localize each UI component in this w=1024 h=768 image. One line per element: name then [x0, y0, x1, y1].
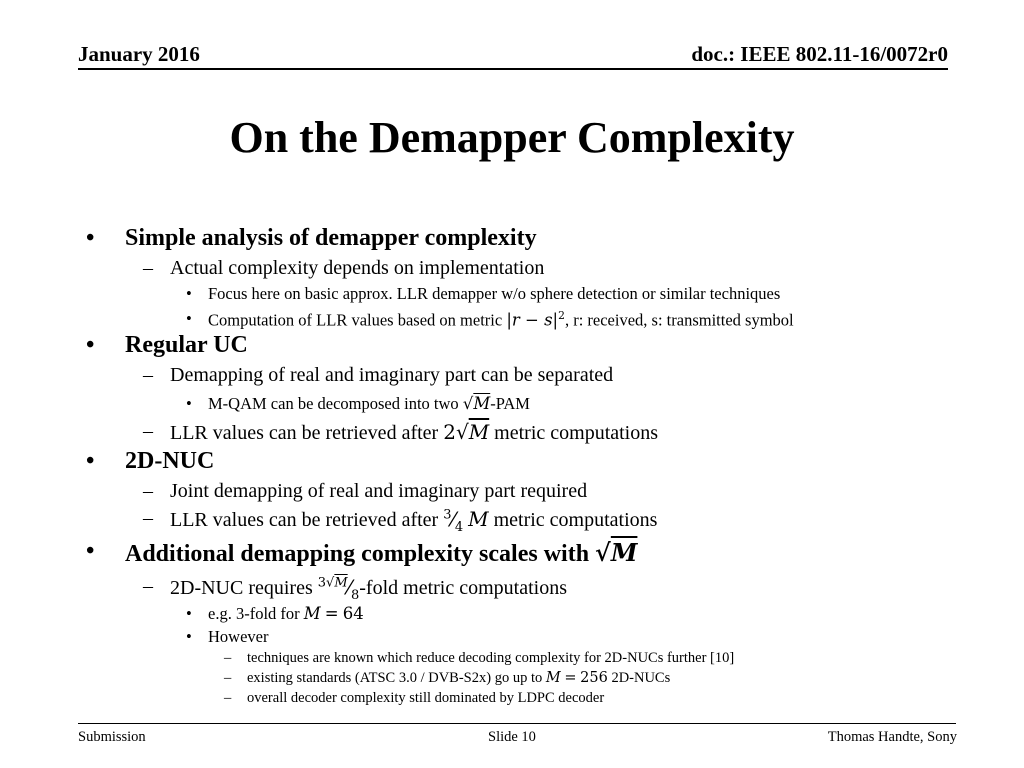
header-rule	[78, 68, 948, 70]
bullet-l3: •	[186, 284, 192, 303]
math-denominator: 8	[350, 588, 360, 603]
text-existing-standards	[247, 670, 670, 687]
dash-l4: –	[224, 670, 232, 686]
bullet-l3: •	[186, 627, 192, 646]
math-m: M	[610, 538, 638, 567]
footer-author: Thomas Handte, Sony	[827, 729, 957, 745]
math-fraction-slash: ⁄	[347, 575, 351, 599]
math-m: M	[303, 604, 321, 623]
text-part: 2D-NUCs	[611, 670, 671, 686]
math-256: 256	[580, 670, 608, 686]
math-sqrt-sign: √	[326, 575, 335, 591]
text-3-fold	[208, 604, 364, 624]
text-part: Computation of LLR values based on metric	[208, 310, 503, 330]
dash-l2: –	[143, 364, 153, 386]
dash-l2: –	[143, 575, 153, 597]
text-llr-computation	[208, 309, 794, 331]
math-numerator	[318, 575, 348, 590]
text-part: e.g. 3-fold for	[208, 604, 300, 623]
math-exponent: 2	[558, 309, 565, 322]
text-however: However	[208, 627, 269, 646]
math-fraction-slash: ⁄	[451, 507, 455, 531]
bullet-l1: •	[86, 225, 95, 251]
text-demapping-separated: Demapping of real and imaginary part can be separated	[170, 364, 614, 386]
text-part: metric computations	[494, 422, 659, 444]
bullet-l3: •	[186, 394, 192, 413]
text-part: LLR values can be retrieved after	[170, 422, 439, 444]
text-part: -fold metric computations	[359, 577, 567, 599]
slide-title: On the Demapper Complexity	[229, 113, 795, 162]
bullet-l3: •	[186, 604, 192, 623]
header-doc-id: doc.: IEEE 802.11-16/0072r0	[691, 42, 948, 66]
text-part: metric computations	[493, 509, 658, 531]
math-m: M	[334, 575, 348, 591]
heading-additional-complexity	[125, 538, 637, 568]
math-equals: =	[324, 604, 339, 623]
text-llr-retrieved-uc	[170, 420, 658, 445]
dash-l2: –	[143, 420, 153, 442]
text-part: M-QAM can be decomposed into two	[208, 394, 459, 413]
math-equals: =	[564, 670, 577, 686]
text-techniques-known: techniques are known which reduce decoding complexity for 2D-NUCs further [10]	[247, 650, 735, 666]
text-ldpc-decoder: overall decoder complexity still dominated by LDPC decoder	[247, 690, 605, 706]
heading-regular-uc: Regular UC	[125, 332, 248, 358]
text-part: -PAM	[490, 394, 530, 413]
math-denominator: 4	[454, 520, 464, 535]
math-64: 64	[342, 604, 364, 623]
dash-l4: –	[224, 690, 232, 706]
math-numerator: 3	[443, 507, 452, 523]
text-part: Additional demapping complexity scales with	[125, 541, 590, 567]
bullet-l1: •	[86, 332, 95, 358]
math-three: 3	[317, 575, 327, 591]
text-focus: Focus here on basic approx. LLR demapper w/o sphere detection or similar techniques	[208, 284, 781, 303]
text-llr-retrieved-nuc	[170, 507, 657, 535]
footer-rule	[78, 723, 956, 724]
footer-submission: Submission	[78, 729, 146, 745]
text-part: , r: received, s: transmitted symbol	[564, 310, 794, 330]
text-part: LLR values can be retrieved after	[170, 509, 439, 531]
bullet-l3: •	[186, 309, 192, 328]
text-2d-nuc-requires	[170, 575, 567, 603]
header-date: January 2016	[78, 42, 200, 66]
heading-simple-analysis: Simple analysis of demapper complexity	[125, 225, 537, 251]
math-metric: |r − s|	[506, 310, 559, 330]
math-m: M	[468, 507, 489, 531]
text-part: existing standards (ATSC 3.0 / DVB-S2x) go up to	[247, 670, 543, 686]
text-actual-complexity: Actual complexity depends on implementation	[170, 257, 545, 279]
dash-l2: –	[143, 480, 153, 502]
math-m: M	[468, 420, 490, 444]
text-part: 2D-NUC requires	[170, 577, 313, 599]
dash-l4: –	[224, 650, 232, 666]
math-sqrt-sign: √	[595, 538, 611, 567]
dash-l2: –	[143, 257, 153, 279]
math-sqrt-sign: √	[455, 420, 469, 444]
bullet-l1: •	[86, 538, 95, 564]
text-mqam-decomposed	[208, 394, 530, 414]
heading-2d-nuc: 2D-NUC	[125, 448, 215, 474]
text-joint-demapping: Joint demapping of real and imaginary part required	[170, 480, 588, 502]
dash-l2: –	[143, 507, 153, 529]
math-m: M	[545, 670, 561, 686]
bullet-l1: •	[86, 448, 95, 474]
math-two: 2	[443, 420, 456, 444]
math-sqrt-sign: √	[462, 394, 474, 413]
footer-slide-number: Slide 10	[488, 729, 536, 745]
math-m: M	[473, 394, 491, 413]
